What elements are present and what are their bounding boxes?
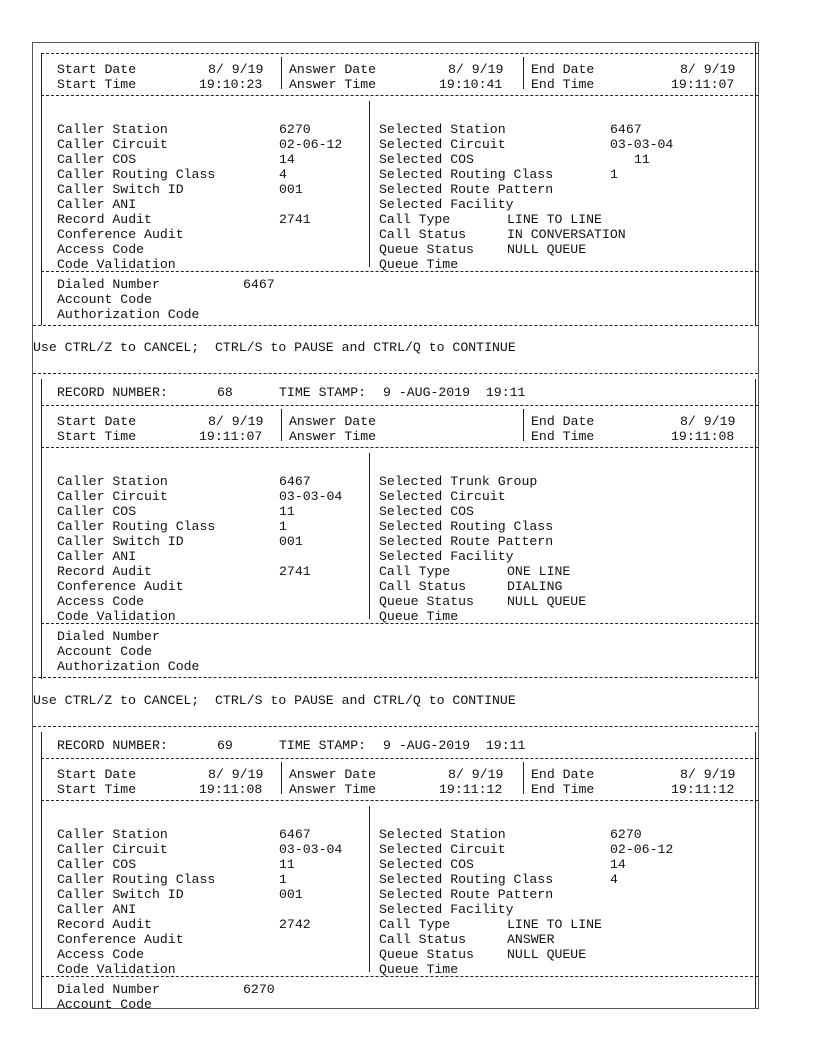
start-date-label: Start Date — [57, 414, 137, 429]
start-date-label: Start Date — [57, 767, 137, 782]
selected-labels: Selected Station Selected Circuit Selected COS Selected Routing Class Selected Route Pattern Selected Facility Call Type Call Status Queue Status Queue Time — [379, 827, 554, 977]
end-time-value: 19:11:08 — [671, 429, 735, 444]
caller-labels: Caller Station Caller Circuit Caller COS Caller Routing Class Caller Switch ID Caller ANI Record Audit Conference Audit Access Code Code Validation — [57, 122, 216, 272]
start-time-label: Start Time — [57, 782, 137, 797]
time-stamp-value: 9 -AUG-2019 19:11 — [383, 385, 526, 400]
selected-labels: Selected Station Selected Circuit Selected COS Selected Routing Class Selected Route Pattern Selected Facility Call Type Call Status Queue Status Queue Time — [379, 122, 554, 272]
time-stamp-label: TIME STAMP: — [279, 738, 367, 753]
answer-time-label: Answer Time — [289, 782, 377, 797]
cancel-hint-2: Use CTRL/Z to CANCEL; CTRL/S to PAUSE and CTRL/Q to CONTINUE — [33, 693, 516, 708]
answer-date-label: Answer Date — [289, 62, 377, 77]
caller-values: 6270 02-06-12 14 4 001 2741 — [279, 122, 343, 227]
account-code-label: Account Code — [57, 997, 152, 1009]
start-time-label: Start Time — [57, 429, 137, 444]
terminal-window — [32, 42, 759, 1009]
answer-date-label: Answer Date — [289, 767, 377, 782]
authorization-code-label: Authorization Code — [57, 307, 200, 322]
call-record-69 — [33, 726, 758, 1009]
start-time-value: 19:10:23 — [199, 77, 263, 92]
selected-labels: Selected Trunk Group Selected Circuit Selected COS Selected Routing Class Selected Route Pattern Selected Facility Call Type Call Status Queue Status Queue Time — [379, 474, 554, 624]
call-record-1 — [33, 43, 758, 333]
call-record-68 — [33, 373, 758, 683]
dialed-number-value: 6467 — [243, 277, 275, 292]
answer-time-value: 19:11:12 — [439, 782, 503, 797]
start-time-value: 19:11:08 — [199, 782, 263, 797]
dialed-number-label: Dialed Number — [57, 277, 160, 292]
answer-date-value: 8/ 9/19 — [448, 767, 504, 782]
end-date-value: 8/ 9/19 — [680, 767, 736, 782]
time-stamp-value: 9 -AUG-2019 19:11 — [383, 738, 526, 753]
end-time-label: End Time — [531, 782, 595, 797]
caller-labels: Caller Station Caller Circuit Caller COS Caller Routing Class Caller Switch ID Caller ANI Record Audit Conference Audit Access Code Code Validation — [57, 474, 216, 624]
start-time-label: Start Time — [57, 77, 137, 92]
dialed-number-label: Dialed Number — [57, 982, 160, 997]
end-time-value: 19:11:12 — [671, 782, 735, 797]
record-number-value: 69 — [217, 738, 233, 753]
start-time-value: 19:11:07 — [199, 429, 263, 444]
answer-date-label: Answer Date — [289, 414, 377, 429]
end-time-value: 19:11:07 — [671, 77, 735, 92]
answer-time-label: Answer Time — [289, 77, 377, 92]
end-date-label: End Date — [531, 767, 595, 782]
time-stamp-label: TIME STAMP: — [279, 385, 367, 400]
start-date-label: Start Date — [57, 62, 137, 77]
answer-date-value: 8/ 9/19 — [448, 62, 504, 77]
start-date-value: 8/ 9/19 — [208, 767, 264, 782]
start-date-value: 8/ 9/19 — [208, 62, 264, 77]
record-number-value: 68 — [217, 385, 233, 400]
account-code-label: Account Code — [57, 292, 152, 307]
start-date-value: 8/ 9/19 — [208, 414, 264, 429]
account-code-label: Account Code — [57, 644, 152, 659]
dialed-number-label: Dialed Number — [57, 629, 160, 644]
dialed-number-value: 6270 — [243, 982, 275, 997]
call-info-values: LINE TO LINE IN CONVERSATION NULL QUEUE — [507, 212, 626, 257]
end-date-label: End Date — [531, 414, 595, 429]
end-date-value: 8/ 9/19 — [680, 62, 736, 77]
caller-values: 6467 03-03-04 11 1 001 2741 — [279, 474, 343, 579]
end-date-label: End Date — [531, 62, 595, 77]
answer-time-label: Answer Time — [289, 429, 377, 444]
answer-time-value: 19:10:41 — [439, 77, 503, 92]
selected-values: 6467 03-03-04 11 1 — [610, 122, 674, 182]
call-info-values: LINE TO LINE ANSWER NULL QUEUE — [507, 917, 602, 962]
caller-labels: Caller Station Caller Circuit Caller COS Caller Routing Class Caller Switch ID Caller ANI Record Audit Conference Audit Access Code Code Validation — [57, 827, 216, 977]
end-date-value: 8/ 9/19 — [680, 414, 736, 429]
record-number-label: RECORD NUMBER: — [57, 738, 168, 753]
record-number-label: RECORD NUMBER: — [57, 385, 168, 400]
caller-values: 6467 03-03-04 11 1 001 2742 — [279, 827, 343, 932]
end-time-label: End Time — [531, 77, 595, 92]
authorization-code-label: Authorization Code — [57, 659, 200, 674]
selected-values: 6270 02-06-12 14 4 — [610, 827, 674, 887]
call-info-values: ONE LINE DIALING NULL QUEUE — [507, 564, 587, 609]
cancel-hint-1: Use CTRL/Z to CANCEL; CTRL/S to PAUSE and CTRL/Q to CONTINUE — [33, 340, 516, 355]
end-time-label: End Time — [531, 429, 595, 444]
